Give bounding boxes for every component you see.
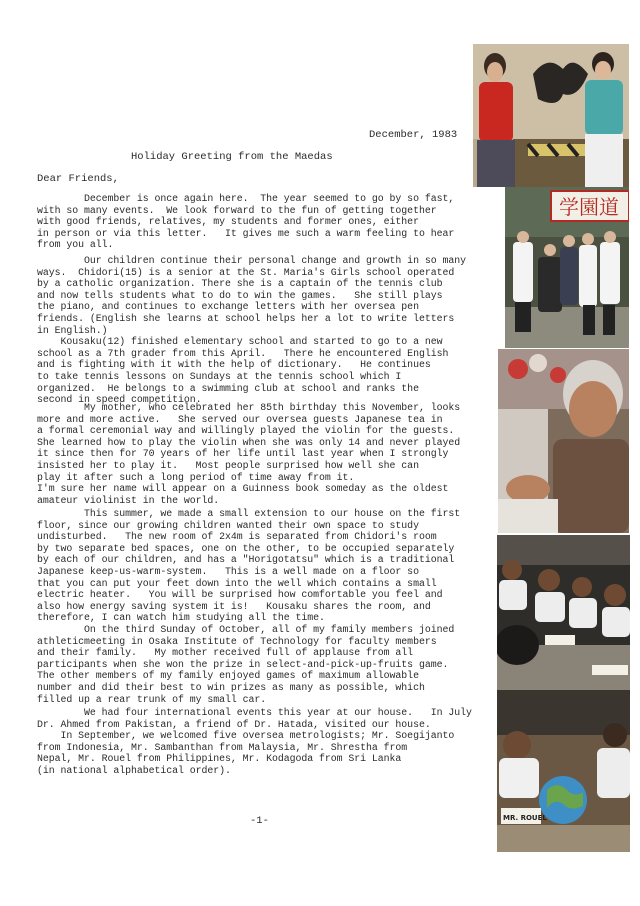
paragraph-extension: This summer, we made a small extension to our house on the first floor, since our growing children wanted their own space to study undisturbed. The new room of 2x4m is separated from Chidori's room by two separate bed spaces, one on the other, to be occupied separately by each of our children, and has a "Horigotatsu" which is a traditional Japanese keep-us-warm-system. This is a well made on a floor so that you can put your feet down into the well which contains a small electric heater. You will be surprised how comfortable you feel and also how energy saving system it is! Kousaku shares the room, and therefore, I can watch him studying all the time. <box>37 508 461 624</box>
paragraph-international-events: We had four international events this year at our house. In July Dr. Ahmed from Pakistan, a friend of Dr. Hatada, visited our house. In September, we welcomed five oversea metrologists; Mr. Soegijanto from Indonesia, Mr. Sambanthan from Malaysia, Mr. Shrestha from Nepal, Mr. Rouel from Philippines, Mr. Kodagoda from Sri Lanka (in national alphabetical order). <box>37 707 472 776</box>
letter-date: December, 1983 <box>369 129 458 141</box>
photo-children-stage <box>473 44 629 187</box>
photo-school-gate <box>505 187 629 348</box>
paragraph-athletic-meeting: On the third Sunday of October, all of my family members joined athleticmeeting in Osaka Institute of Technology for faculty members and their family. My mother received full of applause from all participants when she won the prize in select-and-pick-up-fruits game. The other members of my family enjoyed games of maximum allowable number and did their best to win prizes as many as possible, which filled up a rear trunk of my small car. <box>37 624 455 705</box>
photo-guests-table <box>497 535 630 690</box>
paragraph-children: Our children continue their personal change and growth in so many ways. Chidori(15) is a senior at the St. Maria's Girls school operated by a catholic organization. There she is a captain of the tennis club and now tells students what to do to win the games. She still plays the piano, and continues to exchange letters with her oversea pen friends. (English she learns at school helps her a lot to write letters in English.) Kousaku(12) finished elementary school and started to go to a new school as a 7th grader from this April. There he encountered English and is fighting with it with the help of dictionary. He continues to take tennis lessons on Sundays at the tennis school which I organized. He belongs to a swimming club at school and ranks the second in speed competition. <box>37 255 466 406</box>
paragraph-mother: My mother, who celebrated her 85th birthday this November, looks more and more active. She served our oversea guests Japanese tea in a formal ceremonial way and willingly played the violin for the guests. She learned how to play the violin when she was only 14 and never played it since then for 70 years of her life until last year when I strongly insisted her to play it. Most people surprised how well she can play it after such a long period of time away from it. I'm sure her name will appear on a Guinness book someday as the oldest amateur violinist in the world. <box>37 402 461 506</box>
school-sign-text: 学園道 <box>559 195 619 219</box>
letter-salutation: Dear Friends, <box>37 173 119 185</box>
photo-mother <box>498 349 629 533</box>
photo-guests-globe <box>497 690 630 852</box>
name-card-text: MR. ROUEL <box>503 814 547 822</box>
letter-heading: Holiday Greeting from the Maedas <box>131 151 333 163</box>
paragraph-december: December is once again here. The year seemed to go by so fast, with so many events. We look forward to the fun of getting together with good friends, relatives, my students and former ones, either in person or via this letter. It gives me such a warm feeling to hear from you all. <box>37 193 455 251</box>
page-number: -1- <box>250 815 269 827</box>
